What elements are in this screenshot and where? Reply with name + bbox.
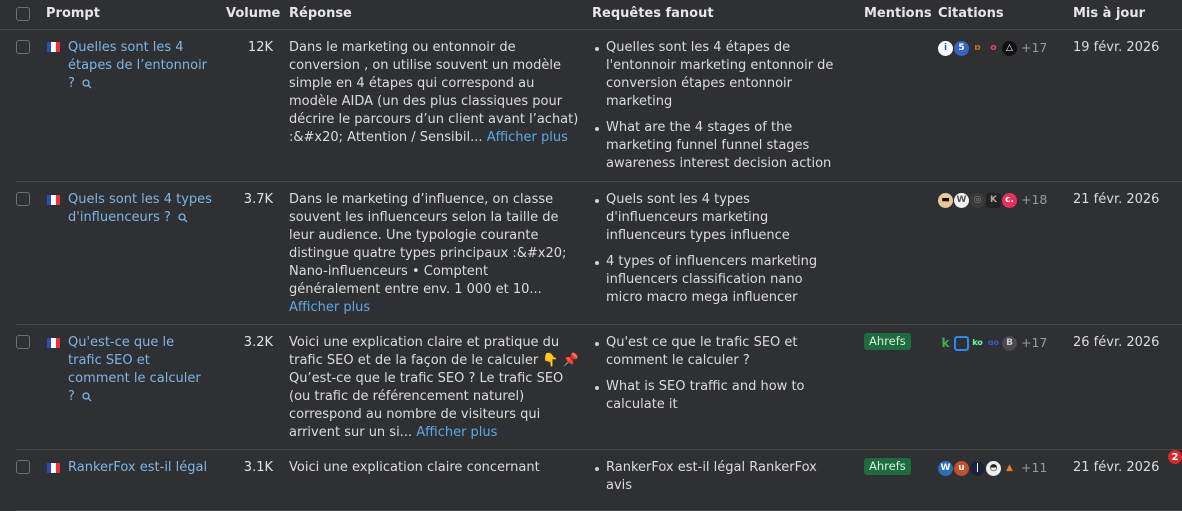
show-more-link[interactable]: Afficher plus [416, 425, 498, 440]
show-more-link[interactable]: Afficher plus [486, 130, 568, 145]
row-checkbox[interactable] [16, 40, 30, 54]
table-row [16, 182, 1182, 325]
notification-badge[interactable]: 2 [1168, 450, 1182, 464]
header-volume[interactable]: Volume [226, 6, 281, 21]
citations-icons[interactable] [938, 334, 1047, 352]
box-site-icon: K [986, 193, 1001, 208]
response-text: Voici une explication claire concernant [289, 460, 540, 475]
prompt-link[interactable]: RankerFox est-il légal [68, 460, 208, 475]
citations-more-count[interactable]: +18 [1021, 192, 1048, 207]
mascot-site-icon: 5 [954, 41, 969, 56]
c-site-icon: c. [1002, 193, 1017, 208]
select-all-checkbox[interactable] [16, 7, 30, 21]
row-checkbox[interactable] [16, 460, 30, 474]
blue-d-site-icon [954, 336, 969, 351]
fox-site-icon: ▲ [1006, 463, 1013, 473]
fanout-list [592, 191, 842, 315]
table-row [16, 450, 1182, 511]
fanout-list [592, 39, 842, 181]
mention-badge[interactable]: Ahrefs [864, 458, 911, 475]
response-text: Dans le marketing d’influence, on classe souvent les influenceurs selon la taille de leur audience. Une typologie courante distingue quatre types principaux :&#x20; Nano-influenceurs • Comptent généralement entre env. 1 000 et 10... Afficher plus [289, 192, 567, 315]
row-checkbox[interactable] [16, 335, 30, 349]
updated-date: 26 févr. 2026 [1073, 335, 1160, 350]
header-response: Réponse [289, 6, 352, 21]
mentions-cell [864, 333, 911, 351]
citations-more-count[interactable]: +11 [1021, 460, 1048, 475]
dark-site-icon: | [970, 461, 985, 476]
france-flag-icon [47, 338, 60, 348]
fanout-item: Quelles sont les 4 étapes de l'entonnoir marketing entonnoir de conversion étapes entonnoir marketing [592, 39, 842, 111]
fanout-item: What is SEO traffic and how to calculate it [592, 378, 842, 414]
fanout-list [592, 459, 842, 503]
table-row [16, 325, 1182, 450]
updated-date: 21 févr. 2026 [1073, 192, 1160, 207]
citations-icons[interactable] [938, 39, 1047, 57]
header-mentions[interactable]: Mentions [864, 6, 932, 21]
mentions-cell [864, 458, 911, 476]
b-site-icon: B [1002, 336, 1017, 351]
wordpress-site-icon: W [938, 461, 953, 476]
table-header [0, 0, 1182, 30]
brown-site-icon: ɒ [974, 43, 981, 53]
fanout-item: Quels sont les 4 types d'influenceurs marketing influenceurs types influence [592, 191, 842, 245]
fanout-item: 4 types of influencers marketing influencers classification nano micro macro mega influencer [592, 253, 842, 307]
info-site-icon: i [938, 41, 953, 56]
search-icon[interactable] [82, 392, 92, 402]
fanout-list [592, 334, 842, 422]
search-icon[interactable] [178, 213, 188, 223]
prompt-link[interactable]: Qu'est-ce que le trafic SEO et comment le calculer ? [68, 335, 201, 404]
fanout-item: What are the 4 stages of the marketing funnel funnel stages awareness interest decision action [592, 119, 842, 173]
france-flag-icon [47, 463, 60, 473]
updated-date: 21 févr. 2026 [1073, 460, 1160, 475]
row-checkbox[interactable] [16, 192, 30, 206]
header-updated[interactable]: Mis à jour [1073, 6, 1146, 21]
response-text: Dans le marketing ou entonnoir de conversion , on utilise souvent un modèle simple en 4 étapes qui correspond au modèle AIDA (un des plus classiques pour décrire le parcours d’un client avant l’achat) :&#x20; Attention / Sensibil... Afficher plus [289, 40, 579, 145]
updated-date: 19 févr. 2026 [1073, 40, 1160, 55]
navy-site-icon: ɑo [987, 338, 1000, 347]
table-row [16, 30, 1182, 182]
search-icon[interactable] [82, 79, 92, 89]
header-prompt[interactable]: Prompt [46, 6, 100, 21]
green-k-site-icon: k [941, 336, 950, 350]
show-more-link[interactable]: Afficher plus [289, 300, 371, 315]
header-citations[interactable]: Citations [938, 6, 1004, 21]
citations-icons[interactable] [938, 191, 1047, 209]
response-text: Voici une explication claire et pratique du trafic SEO et de la façon de le calculer 👇 📌 Qu’est-ce que le trafic SEO ? Le trafic SEO (ou trafic de référencement naturel) correspond au nombre de visiteurs qui arrivent sur un si... Afficher plus [289, 335, 579, 440]
pink-site-icon: o [990, 43, 997, 53]
sunglasses-site-icon: ▬ [938, 193, 953, 208]
citations-more-count[interactable]: +17 [1021, 40, 1048, 55]
ko-site-icon: ko [972, 338, 983, 347]
france-flag-icon [47, 195, 60, 205]
grey-site-icon: ◎ [970, 193, 985, 208]
prompt-link[interactable]: Quelles sont les 4 étapes de l’entonnoir ? [68, 40, 208, 91]
citations-icons[interactable] [938, 459, 1047, 477]
volume-value: 3.7K [243, 192, 273, 207]
volume-value: 12K [247, 40, 273, 55]
volume-value: 3.1K [243, 460, 273, 475]
white-site-icon: ◓ [986, 461, 1001, 476]
wordpress-site-icon: W [954, 193, 969, 208]
mention-badge[interactable]: Ahrefs [864, 333, 911, 350]
france-flag-icon [47, 42, 60, 52]
volume-value: 3.2K [243, 335, 273, 350]
fanout-item: RankerFox est-il légal RankerFox avis [592, 459, 842, 495]
prompt-link[interactable]: Quels sont les 4 types d'influenceurs ? [68, 192, 212, 225]
fanout-item: Qu'est ce que le trafic SEO et comment le calculer ? [592, 334, 842, 370]
header-fanout: Requêtes fanout [592, 6, 714, 21]
triangle-site-icon: △ [1002, 41, 1017, 56]
citations-more-count[interactable]: +17 [1021, 335, 1048, 350]
orange-site-icon: u [954, 461, 969, 476]
